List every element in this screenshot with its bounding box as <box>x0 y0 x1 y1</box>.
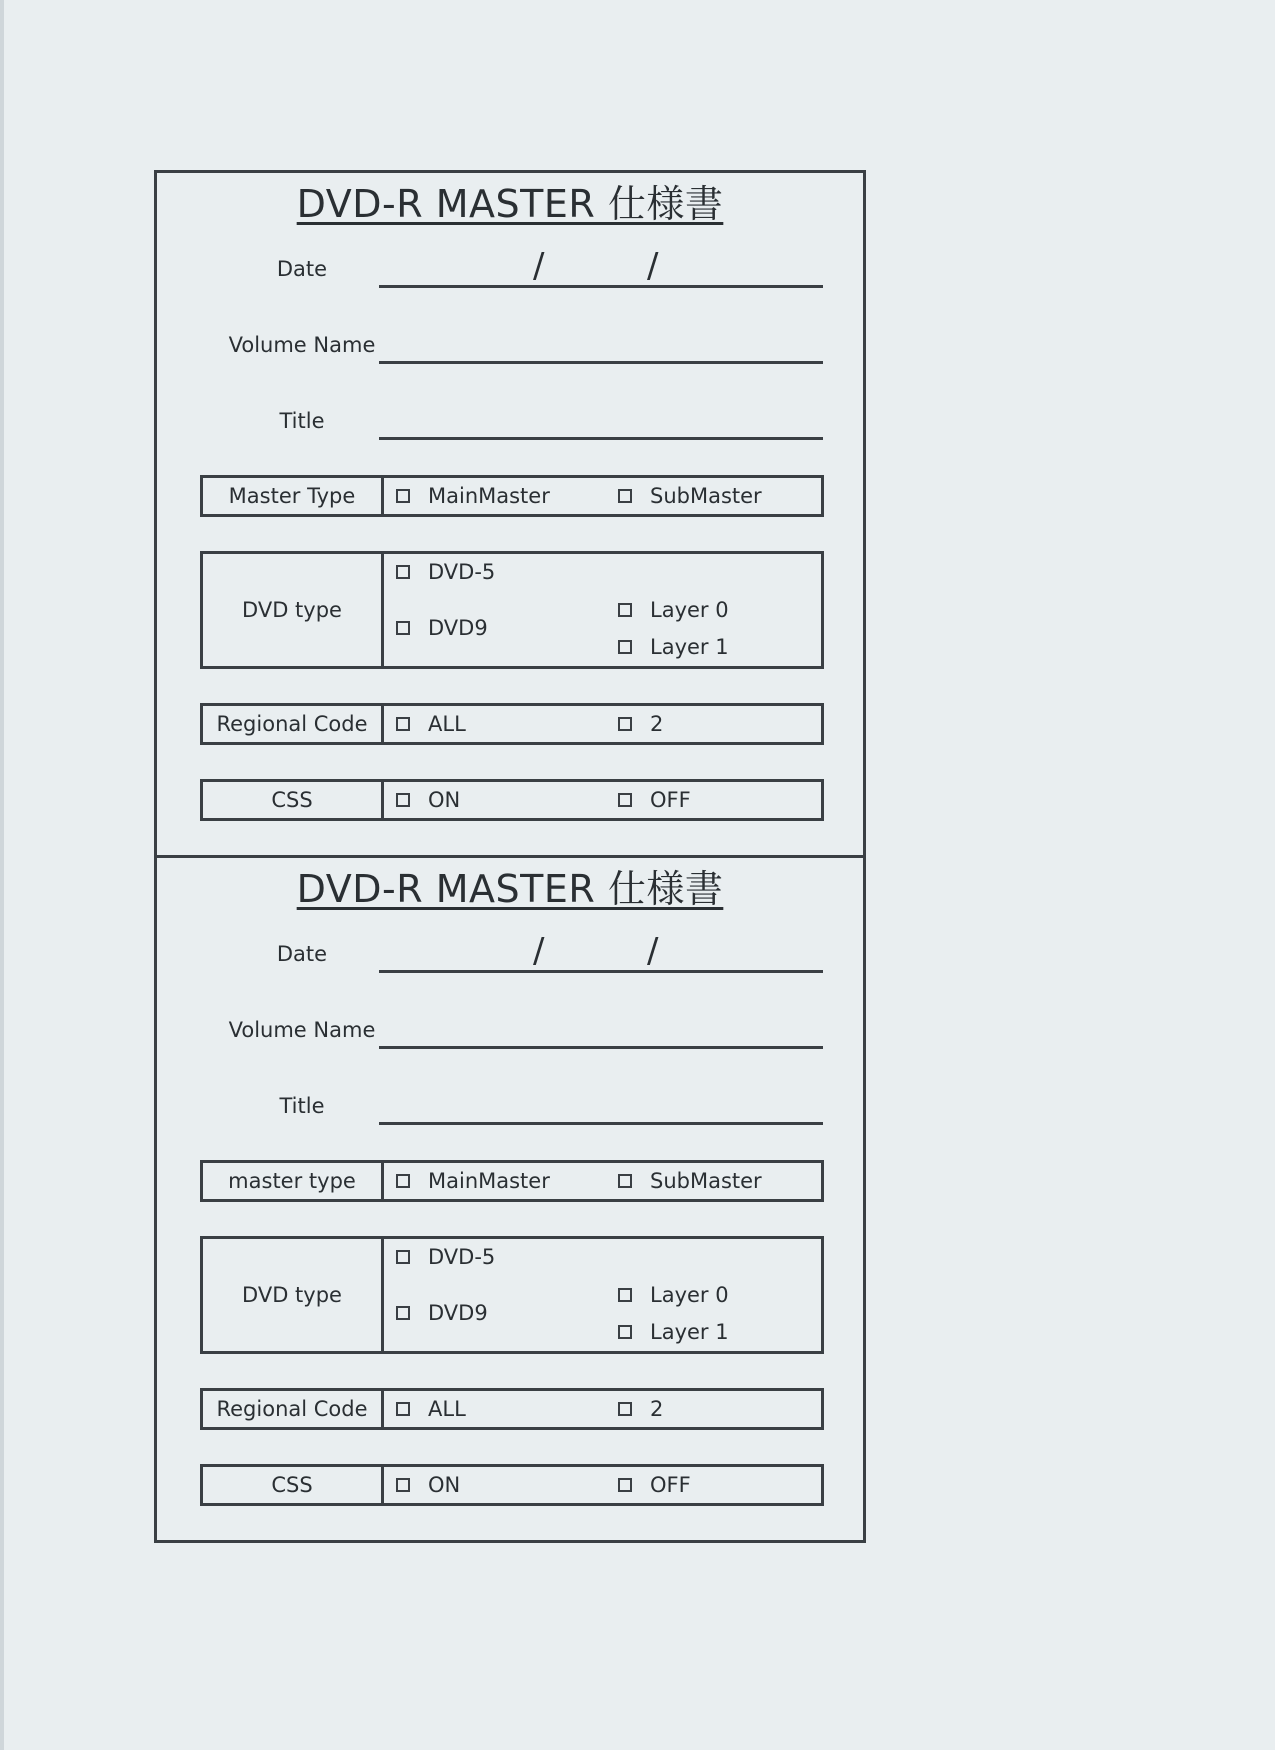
date-input-line[interactable] <box>379 970 823 973</box>
css-box <box>200 779 824 821</box>
option-mainmaster[interactable]: MainMaster <box>396 484 550 508</box>
dvd-type-box <box>200 1236 824 1354</box>
master-type-box <box>200 1160 824 1202</box>
dvd-type-box <box>200 551 824 669</box>
option-dvd-5[interactable]: DVD-5 <box>396 560 495 584</box>
css-label: CSS <box>203 782 384 818</box>
option-layer-0[interactable]: Layer 0 <box>618 1283 729 1307</box>
date-label: Date <box>276 257 328 281</box>
title-input-line[interactable] <box>379 1122 823 1125</box>
checkbox-icon[interactable] <box>618 717 632 731</box>
date-slash-2: / <box>647 246 659 286</box>
checkbox-icon[interactable] <box>396 621 410 635</box>
checkbox-icon[interactable] <box>396 489 410 503</box>
option-submaster[interactable]: SubMaster <box>618 1169 762 1193</box>
title-label: Title <box>279 1094 325 1118</box>
regional-code-box <box>200 703 824 745</box>
master-type-box <box>200 475 824 517</box>
volume-name-label: Volume Name <box>228 1018 376 1042</box>
spec-sheet-top <box>154 170 866 858</box>
master-type-label: master type <box>203 1163 384 1199</box>
option-dvd-5[interactable]: DVD-5 <box>396 1245 495 1269</box>
option-css-off[interactable]: OFF <box>618 1473 691 1497</box>
checkbox-icon[interactable] <box>396 565 410 579</box>
checkbox-icon[interactable] <box>618 1478 632 1492</box>
checkbox-icon[interactable] <box>618 489 632 503</box>
option-css-off[interactable]: OFF <box>618 788 691 812</box>
checkbox-icon[interactable] <box>618 1402 632 1416</box>
checkbox-icon[interactable] <box>396 1174 410 1188</box>
option-layer-0[interactable]: Layer 0 <box>618 598 729 622</box>
checkbox-icon[interactable] <box>618 1325 632 1339</box>
regional-code-box <box>200 1388 824 1430</box>
checkbox-icon[interactable] <box>396 717 410 731</box>
option-css-on[interactable]: ON <box>396 788 460 812</box>
sheet-title: DVD-R MASTER 仕様書 <box>296 867 724 911</box>
checkbox-icon[interactable] <box>396 1306 410 1320</box>
date-slash-1: / <box>533 246 545 286</box>
regional-code-label: Regional Code <box>203 1391 384 1427</box>
option-layer-1[interactable]: Layer 1 <box>618 1320 729 1344</box>
title-input-line[interactable] <box>379 437 823 440</box>
date-label: Date <box>276 942 328 966</box>
option-dvd9[interactable]: DVD9 <box>396 1301 488 1325</box>
checkbox-icon[interactable] <box>618 1288 632 1302</box>
option-css-on[interactable]: ON <box>396 1473 460 1497</box>
volume-name-input-line[interactable] <box>379 361 823 364</box>
option-layer-1[interactable]: Layer 1 <box>618 635 729 659</box>
checkbox-icon[interactable] <box>618 1174 632 1188</box>
checkbox-icon[interactable] <box>618 603 632 617</box>
volume-name-input-line[interactable] <box>379 1046 823 1049</box>
spec-sheet-bottom <box>154 855 866 1543</box>
css-label: CSS <box>203 1467 384 1503</box>
regional-code-label: Regional Code <box>203 706 384 742</box>
checkbox-icon[interactable] <box>396 1250 410 1264</box>
option-dvd9[interactable]: DVD9 <box>396 616 488 640</box>
checkbox-icon[interactable] <box>396 793 410 807</box>
date-slash-1: / <box>533 931 545 971</box>
page-edge <box>0 0 4 1750</box>
master-type-label: Master Type <box>203 478 384 514</box>
date-input-line[interactable] <box>379 285 823 288</box>
css-box <box>200 1464 824 1506</box>
dvd-type-label: DVD type <box>203 554 384 666</box>
title-label: Title <box>279 409 325 433</box>
sheet-title: DVD-R MASTER 仕様書 <box>296 182 724 226</box>
checkbox-icon[interactable] <box>618 640 632 654</box>
option-all[interactable]: ALL <box>396 712 466 736</box>
option-region-2[interactable]: 2 <box>618 1397 663 1421</box>
option-submaster[interactable]: SubMaster <box>618 484 762 508</box>
dvd-type-label: DVD type <box>203 1239 384 1351</box>
volume-name-label: Volume Name <box>228 333 376 357</box>
checkbox-icon[interactable] <box>396 1402 410 1416</box>
checkbox-icon[interactable] <box>618 793 632 807</box>
date-slash-2: / <box>647 931 659 971</box>
option-all[interactable]: ALL <box>396 1397 466 1421</box>
option-region-2[interactable]: 2 <box>618 712 663 736</box>
checkbox-icon[interactable] <box>396 1478 410 1492</box>
option-mainmaster[interactable]: MainMaster <box>396 1169 550 1193</box>
